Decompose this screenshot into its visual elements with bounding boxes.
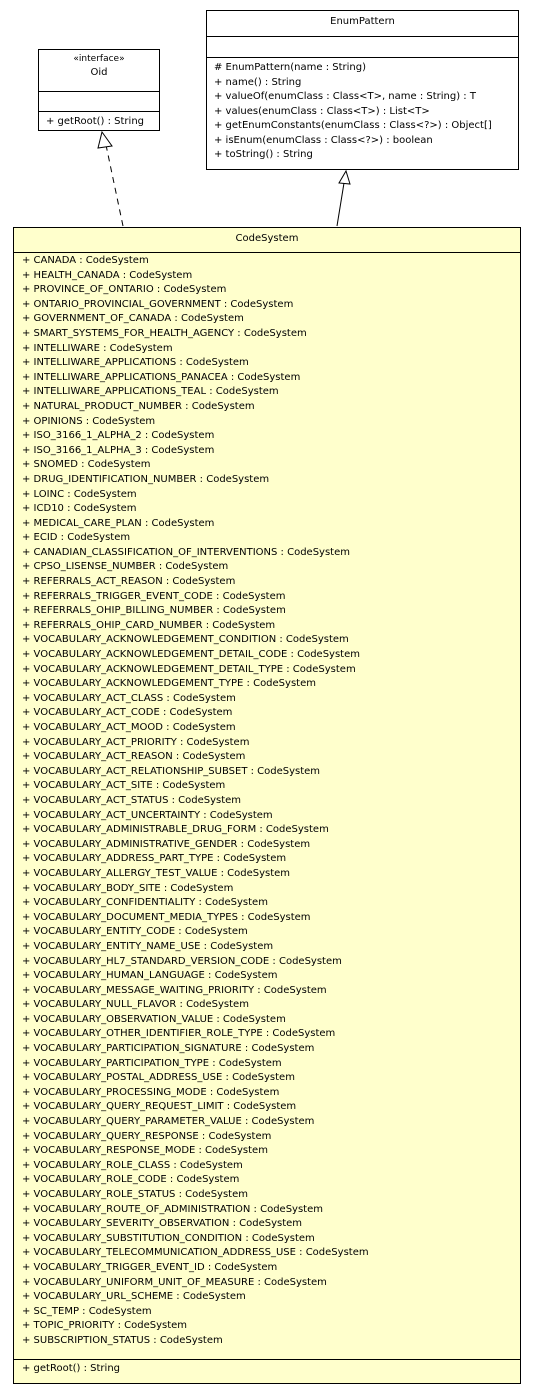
code-system-attribute: + SUBSCRIPTION_STATUS : CodeSystem bbox=[22, 1334, 223, 1346]
code-system-attribute: + INTELLIWARE : CodeSystem bbox=[22, 342, 173, 354]
code-system-attribute: + INTELLIWARE_APPLICATIONS_TEAL : CodeSystem bbox=[22, 386, 279, 398]
enum-pattern-operation: + toString() : String bbox=[214, 149, 313, 160]
code-system-attribute: + CPSO_LISENSE_NUMBER : CodeSystem bbox=[22, 561, 229, 573]
code-system-attribute: + VOCABULARY_QUERY_PARAMETER_VALUE : CodeSystem bbox=[22, 1116, 315, 1128]
code-system-attribute: + VOCABULARY_ACKNOWLEDGEMENT_TYPE : CodeSystem bbox=[22, 678, 316, 690]
code-system-attribute: + SC_TEMP : CodeSystem bbox=[22, 1305, 152, 1317]
enum-pattern-operation: + isEnum(enumClass : Class<?>) : boolean bbox=[214, 134, 433, 146]
code-system-attribute: + VOCABULARY_ACKNOWLEDGEMENT_DETAIL_TYPE : CodeSystem bbox=[22, 663, 356, 675]
code-system-attribute: + VOCABULARY_UNIFORM_UNIT_OF_MEASURE : CodeSystem bbox=[22, 1276, 327, 1288]
code-system-attribute: + VOCABULARY_HL7_STANDARD_VERSION_CODE : CodeSystem bbox=[22, 955, 342, 967]
code-system-attribute: + VOCABULARY_ADDRESS_PART_TYPE : CodeSystem bbox=[22, 853, 287, 865]
realization-arrowhead bbox=[98, 132, 112, 148]
enum-pattern-name: EnumPattern bbox=[330, 16, 395, 27]
oid-name: Oid bbox=[90, 67, 108, 78]
enum-pattern-attributes bbox=[207, 36, 518, 57]
code-system-attribute: + VOCABULARY_ENTITY_NAME_USE : CodeSystem bbox=[22, 940, 274, 952]
code-system-attribute: + VOCABULARY_ADMINISTRABLE_DRUG_FORM : CodeSystem bbox=[22, 824, 329, 836]
code-system-attribute: + VOCABULARY_ROLE_STATUS : CodeSystem bbox=[22, 1189, 249, 1200]
code-system-attribute: + VOCABULARY_ROLE_CLASS : CodeSystem bbox=[22, 1159, 243, 1171]
code-system-attribute: + CANADA : CodeSystem bbox=[22, 255, 149, 266]
code-system-attribute: + VOCABULARY_ACT_UNCERTAINTY : CodeSystem bbox=[22, 809, 273, 821]
code-system-attribute: + VOCABULARY_HUMAN_LANGUAGE : CodeSystem bbox=[22, 970, 278, 982]
code-system-attribute: + VOCABULARY_ENTITY_CODE : CodeSystem bbox=[22, 926, 248, 938]
code-system-attribute: + VOCABULARY_ROUTE_OF_ADMINISTRATION : CodeSystem bbox=[22, 1203, 323, 1215]
code-system-attribute: + REFERRALS_OHIP_BILLING_NUMBER : CodeSystem bbox=[22, 605, 286, 617]
code-system-attribute: + VOCABULARY_RESPONSE_MODE : CodeSystem bbox=[22, 1145, 268, 1157]
code-system-attribute: + VOCABULARY_QUERY_RESPONSE : CodeSystem bbox=[22, 1130, 272, 1142]
code-system-attribute: + REFERRALS_ACT_REASON : CodeSystem bbox=[22, 576, 236, 588]
code-system-attribute: + ISO_3166_1_ALPHA_2 : CodeSystem bbox=[22, 430, 215, 442]
enum-pattern-operation: + getEnumConstants(enumClass : Class<?>) : Object[] bbox=[214, 120, 492, 131]
code-system-attribute: + VOCABULARY_ACKNOWLEDGEMENT_DETAIL_CODE : CodeSystem bbox=[22, 649, 360, 661]
code-system-attribute: + REFERRALS_OHIP_CARD_NUMBER : CodeSystem bbox=[22, 619, 276, 631]
code-system-attribute: + VOCABULARY_CONFIDENTIALITY : CodeSystem bbox=[22, 897, 268, 909]
enum-pattern-operation: + values(enumClass : Class<T>) : List<T> bbox=[214, 105, 430, 117]
oid-stereotype: «interface» bbox=[73, 54, 125, 64]
code-system-attribute: + VOCABULARY_ACT_CODE : CodeSystem bbox=[22, 707, 233, 719]
code-system-attribute: + CANADIAN_CLASSIFICATION_OF_INTERVENTIONS : CodeSystem bbox=[22, 546, 350, 558]
code-system-attribute: + VOCABULARY_MESSAGE_WAITING_PRIORITY : CodeSystem bbox=[22, 984, 327, 996]
oid-header bbox=[39, 50, 159, 91]
code-system-attribute: + OPINIONS : CodeSystem bbox=[22, 415, 156, 427]
code-system-attribute: + VOCABULARY_SUBSTITUTION_CONDITION : CodeSystem bbox=[22, 1232, 315, 1244]
code-system-attribute: + VOCABULARY_SEVERITY_OBSERVATION : CodeSystem bbox=[22, 1218, 303, 1230]
code-system-attribute: + VOCABULARY_DOCUMENT_MEDIA_TYPES : CodeSystem bbox=[22, 911, 311, 923]
code-system-class-box[interactable] bbox=[13, 227, 521, 1384]
code-system-attribute: + VOCABULARY_ACT_CLASS : CodeSystem bbox=[22, 692, 236, 704]
code-system-attribute: + VOCABULARY_PARTICIPATION_TYPE : CodeSystem bbox=[22, 1057, 282, 1069]
code-system-attribute: + INTELLIWARE_APPLICATIONS : CodeSystem bbox=[22, 357, 249, 369]
code-system-attribute: + LOINC : CodeSystem bbox=[22, 488, 137, 500]
realization-line bbox=[106, 145, 123, 226]
code-system-attributes bbox=[14, 252, 520, 1359]
code-system-attribute: + VOCABULARY_OTHER_IDENTIFIER_ROLE_TYPE : CodeSystem bbox=[22, 1028, 336, 1040]
code-system-attribute: + GOVERNMENT_OF_CANADA : CodeSystem bbox=[22, 313, 244, 325]
code-system-attribute: + VOCABULARY_ACT_RELATIONSHIP_SUBSET : CodeSystem bbox=[22, 765, 321, 777]
code-system-attribute: + REFERRALS_TRIGGER_EVENT_CODE : CodeSystem bbox=[22, 590, 286, 602]
code-system-attribute: + INTELLIWARE_APPLICATIONS_PANACEA : CodeSystem bbox=[22, 371, 301, 383]
code-system-attribute: + VOCABULARY_ALLERGY_TEST_VALUE : CodeSystem bbox=[22, 867, 291, 879]
code-system-attribute: + SMART_SYSTEMS_FOR_HEALTH_AGENCY : CodeSystem bbox=[22, 327, 307, 339]
code-system-attribute: + VOCABULARY_ACT_MOOD : CodeSystem bbox=[22, 722, 236, 733]
code-system-attribute: + VOCABULARY_OBSERVATION_VALUE : CodeSystem bbox=[22, 1013, 286, 1025]
enum-pattern-operation: + name() : String bbox=[214, 76, 302, 88]
code-system-attribute: + VOCABULARY_ROLE_CODE : CodeSystem bbox=[22, 1174, 240, 1186]
code-system-operation: + getRoot() : String bbox=[22, 1363, 121, 1374]
enum-pattern-operation: + valueOf(enumClass : Class<T>, name : String) : T bbox=[214, 91, 476, 102]
code-system-attribute: + DRUG_IDENTIFICATION_NUMBER : CodeSystem bbox=[22, 473, 270, 485]
code-system-attribute: + VOCABULARY_ACT_PRIORITY : CodeSystem bbox=[22, 736, 250, 748]
code-system-attribute: + VOCABULARY_ACT_STATUS : CodeSystem bbox=[22, 794, 242, 806]
code-system-attribute: + TOPIC_PRIORITY : CodeSystem bbox=[22, 1320, 188, 1332]
generalization-line bbox=[337, 183, 344, 226]
code-system-attribute: + VOCABULARY_POSTAL_ADDRESS_USE : CodeSystem bbox=[22, 1072, 295, 1084]
code-system-attribute: + VOCABULARY_URL_SCHEME : CodeSystem bbox=[22, 1291, 246, 1303]
code-system-attribute: + ECID : CodeSystem bbox=[22, 532, 131, 544]
code-system-name: CodeSystem bbox=[235, 233, 299, 244]
code-system-attribute: + VOCABULARY_ACT_SITE : CodeSystem bbox=[22, 780, 226, 792]
enum-pattern-class-box[interactable] bbox=[206, 10, 519, 170]
code-system-attribute: + ICD10 : CodeSystem bbox=[22, 503, 137, 515]
code-system-attribute: + VOCABULARY_BODY_SITE : CodeSystem bbox=[22, 882, 234, 894]
oid-attributes bbox=[39, 91, 159, 111]
code-system-attribute: + ONTARIO_PROVINCIAL_GOVERNMENT : CodeSystem bbox=[22, 298, 294, 310]
code-system-attribute: + VOCABULARY_NULL_FLAVOR : CodeSystem bbox=[22, 999, 249, 1011]
code-system-attribute: + VOCABULARY_PARTICIPATION_SIGNATURE : CodeSystem bbox=[22, 1043, 315, 1055]
code-system-attribute: + VOCABULARY_PROCESSING_MODE : CodeSystem bbox=[22, 1086, 280, 1098]
code-system-attribute: + VOCABULARY_QUERY_REQUEST_LIMIT : CodeSystem bbox=[22, 1101, 297, 1113]
code-system-attribute: + ISO_3166_1_ALPHA_3 : CodeSystem bbox=[22, 444, 215, 456]
enum-pattern-operation: # EnumPattern(name : String) bbox=[214, 62, 367, 73]
code-system-attribute: + VOCABULARY_TRIGGER_EVENT_ID : CodeSystem bbox=[22, 1261, 278, 1273]
code-system-attribute: + NATURAL_PRODUCT_NUMBER : CodeSystem bbox=[22, 400, 255, 412]
oid-operation: + getRoot() : String bbox=[46, 116, 145, 127]
oid-interface-box[interactable] bbox=[38, 49, 160, 131]
generalization-arrowhead bbox=[339, 171, 350, 184]
code-system-attribute: + VOCABULARY_ADMINISTRATIVE_GENDER : CodeSystem bbox=[22, 838, 311, 850]
code-system-attribute: + HEALTH_CANADA : CodeSystem bbox=[22, 269, 193, 281]
code-system-attribute: + VOCABULARY_ACT_REASON : CodeSystem bbox=[22, 751, 246, 763]
code-system-attribute: + VOCABULARY_ACKNOWLEDGEMENT_CONDITION : CodeSystem bbox=[22, 634, 349, 646]
enum-pattern-operations bbox=[207, 57, 518, 163]
code-system-attribute: + SNOMED : CodeSystem bbox=[22, 459, 151, 471]
code-system-attribute: + PROVINCE_OF_ONTARIO : CodeSystem bbox=[22, 284, 227, 296]
oid-operations bbox=[39, 111, 159, 130]
code-system-operations bbox=[14, 1359, 520, 1377]
code-system-attribute: + MEDICAL_CARE_PLAN : CodeSystem bbox=[22, 517, 215, 529]
code-system-attribute: + VOCABULARY_TELECOMMUNICATION_ADDRESS_USE : CodeSystem bbox=[22, 1247, 369, 1259]
